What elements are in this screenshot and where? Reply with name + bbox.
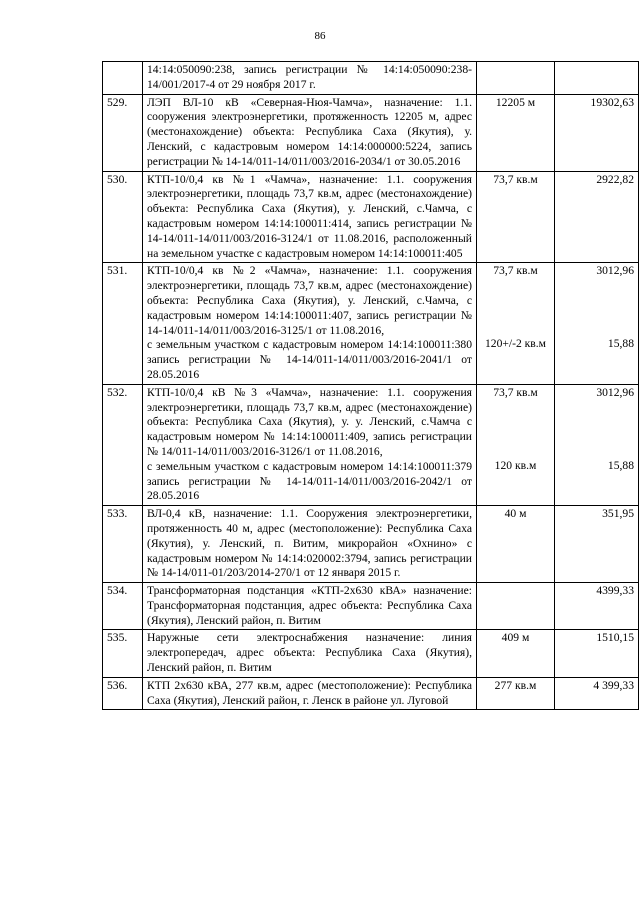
quantity-entry: 12205 м — [495, 95, 536, 109]
value-entry: 15,88 — [607, 458, 634, 472]
description-main: ЛЭП ВЛ-10 кВ «Северная-Нюя-Чамча», назначение: 1.1. сооружения электроэнергетики, протяженность 12205 м, адрес (местонахождение) объекта: Республика Саха (Якутия), у. Ленский, с кадастровым номером 14:14:000000:5224, запись регистрации № 14-14/011-14/011/003/2016-2034/1 от 30.05.2016 — [147, 95, 472, 168]
item-quantity — [477, 583, 555, 630]
table-row — [103, 171, 639, 263]
item-description — [143, 263, 477, 384]
value-entry: 2922,82 — [596, 172, 634, 186]
value-entry: 19302,63 — [590, 95, 634, 109]
table-row — [103, 677, 639, 710]
item-value — [555, 506, 639, 583]
item-description — [143, 171, 477, 263]
item-description — [143, 506, 477, 583]
quantity-entry: 120+/-2 кв.м — [484, 337, 547, 351]
item-description — [143, 94, 477, 171]
value-entry: 3012,96 — [596, 264, 634, 278]
value-entry: 15,88 — [607, 337, 634, 351]
item-quantity — [477, 62, 555, 95]
description-main: КТП-10/0,4 кВ №3 «Чамча», назначение: 1.1. сооружения электроэнергетики, площадь 73,7 кв.м, адрес (местонахождение) объекта: Республика Саха (Якутия), у. у. Ленский, с.Чамча с кадастровым номером № 14:14:100011:409, запись регистрации № 14/011-14/011/003/2016-3126/1 от 11.08.2016, — [147, 385, 472, 458]
item-number: 535. — [103, 630, 143, 677]
description-main: КТП-10/0,4 кв №2 «Чамча», назначение: 1.1. сооружения электроэнергетики, площадь 73,7 кв.м, адрес (местонахождение) объекта: Республика Саха (Якутия), у. Ленский, с.Чамча, с кадастровым номером 14:14:100011:407, запись регистрации № 14-14/011-14/011/003/2016-3125/1 от 11.08.2016, — [147, 264, 472, 337]
table-row — [103, 583, 639, 630]
description-main: КТП 2х630 кВА, 277 кв.м, адрес (местоположение): Республика Саха (Якутия), Ленский район, г. Ленск в районе ул. Луговой — [147, 678, 472, 707]
table-row — [103, 62, 639, 95]
item-value — [555, 677, 639, 710]
table-row — [103, 506, 639, 583]
page-number: 86 — [314, 30, 326, 42]
item-quantity — [477, 384, 555, 505]
item-value — [555, 62, 639, 95]
description-main: Наружные сети электроснабжения назначение: линия электропередач, адрес объекта: Республика Саха (Якутия), Ленский район, п. Витим — [147, 631, 472, 675]
quantity-entry: 409 м — [501, 631, 530, 645]
item-description — [143, 630, 477, 677]
item-value — [555, 384, 639, 505]
register-table-body — [103, 62, 639, 710]
value-entry: 4 399,33 — [593, 678, 634, 692]
item-value — [555, 583, 639, 630]
quantity-entry: 40 м — [504, 507, 527, 521]
table-row — [103, 384, 639, 505]
item-number: 531. — [103, 263, 143, 384]
item-quantity — [477, 630, 555, 677]
item-value — [555, 94, 639, 171]
description-main: КТП-10/0,4 кв №1 «Чамча», назначение: 1.1. сооружения электроэнергетики, площадь 73,7 кв.м, адрес (местонахождение) объекта: Республика Саха (Якутия), у. Ленский, с.Чамча, с кадастровым номером 14:14:100011:414, запись регистрации № 14-14/011-14/011/003/2016-3124/1 от 11.08.2016, расположенный на земельном участке с кадастровым номером 14:14:100011:405 — [147, 172, 472, 260]
quantity-entry: 277 кв.м — [494, 678, 537, 692]
description-main: ВЛ-0,4 кВ, назначение: 1.1. Сооружения электроэнергетики, протяженность 40 м, адрес (местоположение): Республика Саха (Якутия), у. Ленский, п. Витим, микрорайон «Охнино» с кадастровым номером № 14:14:020002:3794, запись регистрации № 14-14/011-01/203/2014-270/1 от 12 января 2015 г. — [147, 507, 472, 580]
item-quantity — [477, 171, 555, 263]
item-number: 532. — [103, 384, 143, 505]
property-register-table — [102, 61, 639, 710]
value-entry: 351,95 — [602, 507, 634, 521]
value-entry: 4399,33 — [596, 584, 634, 598]
item-quantity — [477, 677, 555, 710]
table-row — [103, 94, 639, 171]
item-number — [103, 62, 143, 95]
item-description — [143, 62, 477, 95]
item-number: 533. — [103, 506, 143, 583]
item-number: 529. — [103, 94, 143, 171]
description-land-plot: с земельным участком с кадастровым номером 14:14:100011:380 запись регистрации № 14-14/011-14/011/003/2016-2041/1 от 28.05.2016 — [147, 338, 472, 381]
description-main: Трансформаторная подстанция «КТП-2х630 кВА» назначение: Трансформаторная подстанция, адрес объекта: Республика Саха (Якутия), Ленский район, п. Витим — [147, 584, 472, 627]
item-number: 530. — [103, 171, 143, 263]
quantity-entry: 73,7 кв.м — [493, 172, 538, 186]
item-description — [143, 677, 477, 710]
item-quantity — [477, 506, 555, 583]
description-main: 14:14:050090:238, запись регистрации № 14:14:050090:238-14/001/2017-4 от 29 ноября 2017 г. — [147, 63, 472, 91]
item-description — [143, 384, 477, 505]
item-quantity — [477, 263, 555, 384]
item-quantity — [477, 94, 555, 171]
item-number: 536. — [103, 677, 143, 710]
quantity-entry: 73,7 кв.м — [493, 264, 538, 278]
item-value — [555, 630, 639, 677]
item-number: 534. — [103, 583, 143, 630]
description-land-plot: с земельным участком с кадастровым номером 14:14:100011:379 запись регистрации № 14-14/011-14/011/003/2016-2042/1 от 28.05.2016 — [147, 459, 472, 503]
item-value — [555, 171, 639, 263]
quantity-entry: 73,7 кв.м — [493, 385, 538, 399]
item-description — [143, 583, 477, 630]
value-entry: 3012,96 — [596, 385, 634, 399]
item-value — [555, 263, 639, 384]
value-entry: 1510,15 — [596, 631, 634, 645]
table-row — [103, 263, 639, 384]
quantity-entry: 120 кв.м — [494, 458, 537, 472]
table-row — [103, 630, 639, 677]
